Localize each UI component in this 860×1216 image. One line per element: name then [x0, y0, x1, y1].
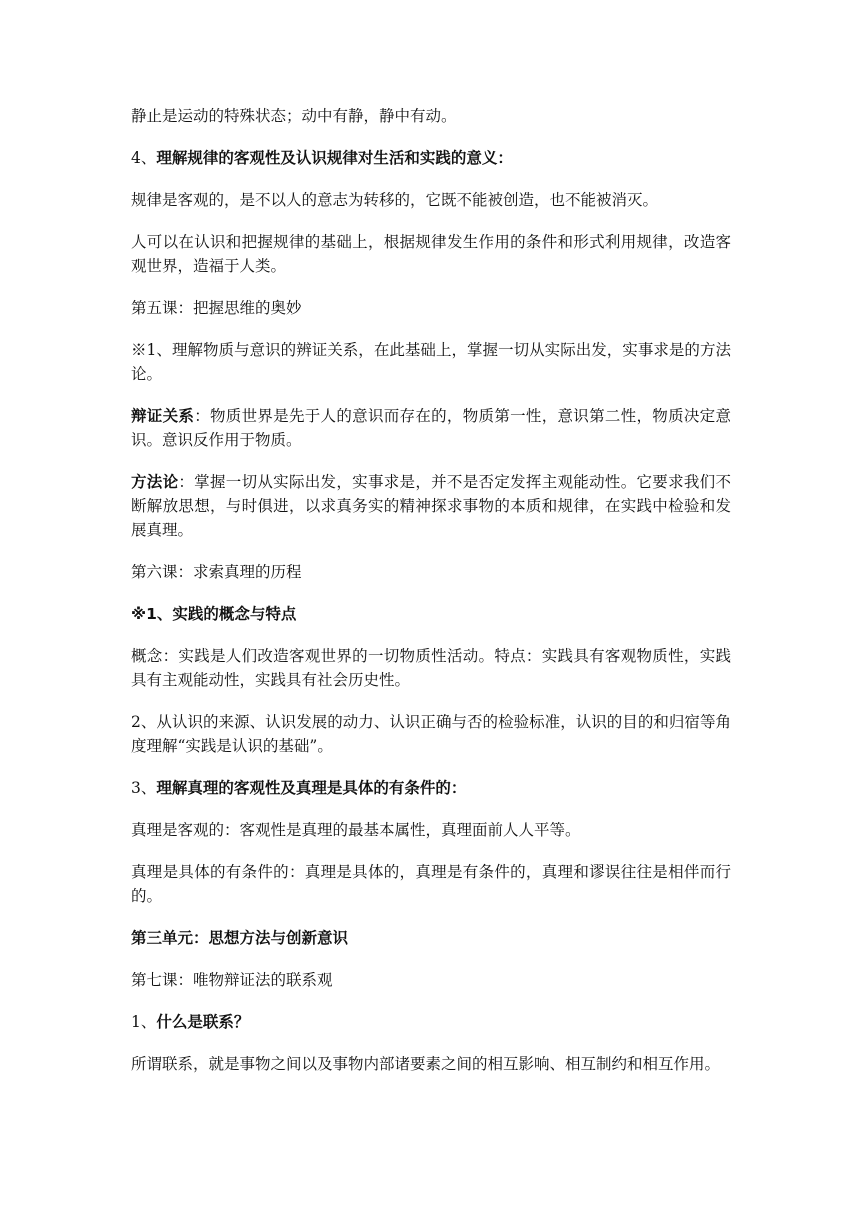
heading-connection — [131, 1010, 731, 1034]
paragraph-text: ※1、理解物质与意识的辨证关系，在此基础上，掌握一切从实际出发，实事求是的方法论。 — [131, 341, 731, 383]
lesson-title-text: 第五课：把握思维的奥妙 — [131, 299, 302, 317]
document-body — [131, 104, 731, 1094]
paragraph — [131, 1052, 731, 1076]
heading-text: 什么是联系？ — [156, 1013, 250, 1031]
paragraph-text: 人可以在认识和把握规律的基础上，根据规律发生作用的条件和形式利用规律，改造客观世界，造福于人类。 — [131, 233, 731, 275]
paragraph-text: 所谓联系，就是事物之间以及事物内部诸要素之间的相互影响、相互制约和相互作用。 — [131, 1055, 721, 1073]
term-label: 辩证关系 — [131, 407, 195, 425]
paragraph-text: 真理是具体的有条件的：真理是具体的，真理是有条件的，真理和谬误往往是相伴而行的。 — [131, 863, 731, 905]
paragraph — [131, 644, 731, 692]
heading-prefix: 3、 — [131, 779, 157, 797]
paragraph — [131, 338, 731, 386]
heading-prefix: 1、 — [131, 1013, 157, 1031]
paragraph — [131, 818, 731, 842]
heading-practice — [131, 602, 731, 626]
paragraph — [131, 230, 731, 278]
paragraph-text: 静止是运动的特殊状态；动中有静，静中有动。 — [131, 107, 457, 125]
paragraph — [131, 710, 731, 758]
heading-text: 理解规律的客观性及认识规律对生活和实践的意义： — [156, 149, 513, 167]
paragraph-dialectical-relation — [131, 404, 731, 452]
heading-text: 实践的概念与特点 — [172, 605, 297, 623]
paragraph-text: ：物质世界是先于人的意识而存在的，物质第一性，意识第二性，物质决定意识。意识反作用于物质。 — [131, 407, 731, 449]
heading-text: 理解真理的客观性及真理是具体的有条件的： — [156, 779, 467, 797]
term-label: 方法论 — [131, 473, 179, 491]
unit-title-text: 第三单元：思想方法与创新意识 — [131, 929, 349, 947]
heading-prefix: 4、 — [131, 149, 157, 167]
paragraph-methodology — [131, 470, 731, 542]
heading-truth — [131, 776, 731, 800]
lesson-title-5 — [131, 296, 731, 320]
paragraph — [131, 104, 731, 128]
paragraph-text: 真理是客观的：客观性是真理的最基本属性，真理面前人人平等。 — [131, 821, 581, 839]
unit-title-3 — [131, 926, 731, 950]
lesson-title-6 — [131, 560, 731, 584]
paragraph-text: 2、从认识的来源、认识发展的动力、认识正确与否的检验标准，认识的目的和归宿等角度理解“实践是认识的基础”。 — [131, 713, 731, 755]
heading-law-objectivity — [131, 146, 731, 170]
lesson-title-7 — [131, 968, 731, 992]
lesson-title-text: 第六课：求索真理的历程 — [131, 563, 302, 581]
paragraph — [131, 188, 731, 212]
paragraph-text: 规律是客观的，是不以人的意志为转移的，它既不能被创造，也不能被消灭。 — [131, 191, 659, 209]
paragraph-text: 概念：实践是人们改造客观世界的一切物质性活动。特点：实践具有客观物质性，实践具有主观能动性，实践具有社会历史性。 — [131, 647, 731, 689]
heading-prefix: ※1、 — [131, 605, 173, 623]
paragraph-text: ：掌握一切从实际出发，实事求是，并不是否定发挥主观能动性。它要求我们不断解放思想，与时俱进，以求真务实的精神探求事物的本质和规律，在实践中检验和发展真理。 — [131, 473, 731, 539]
lesson-title-text: 第七课：唯物辩证法的联系观 — [131, 971, 333, 989]
paragraph — [131, 860, 731, 908]
